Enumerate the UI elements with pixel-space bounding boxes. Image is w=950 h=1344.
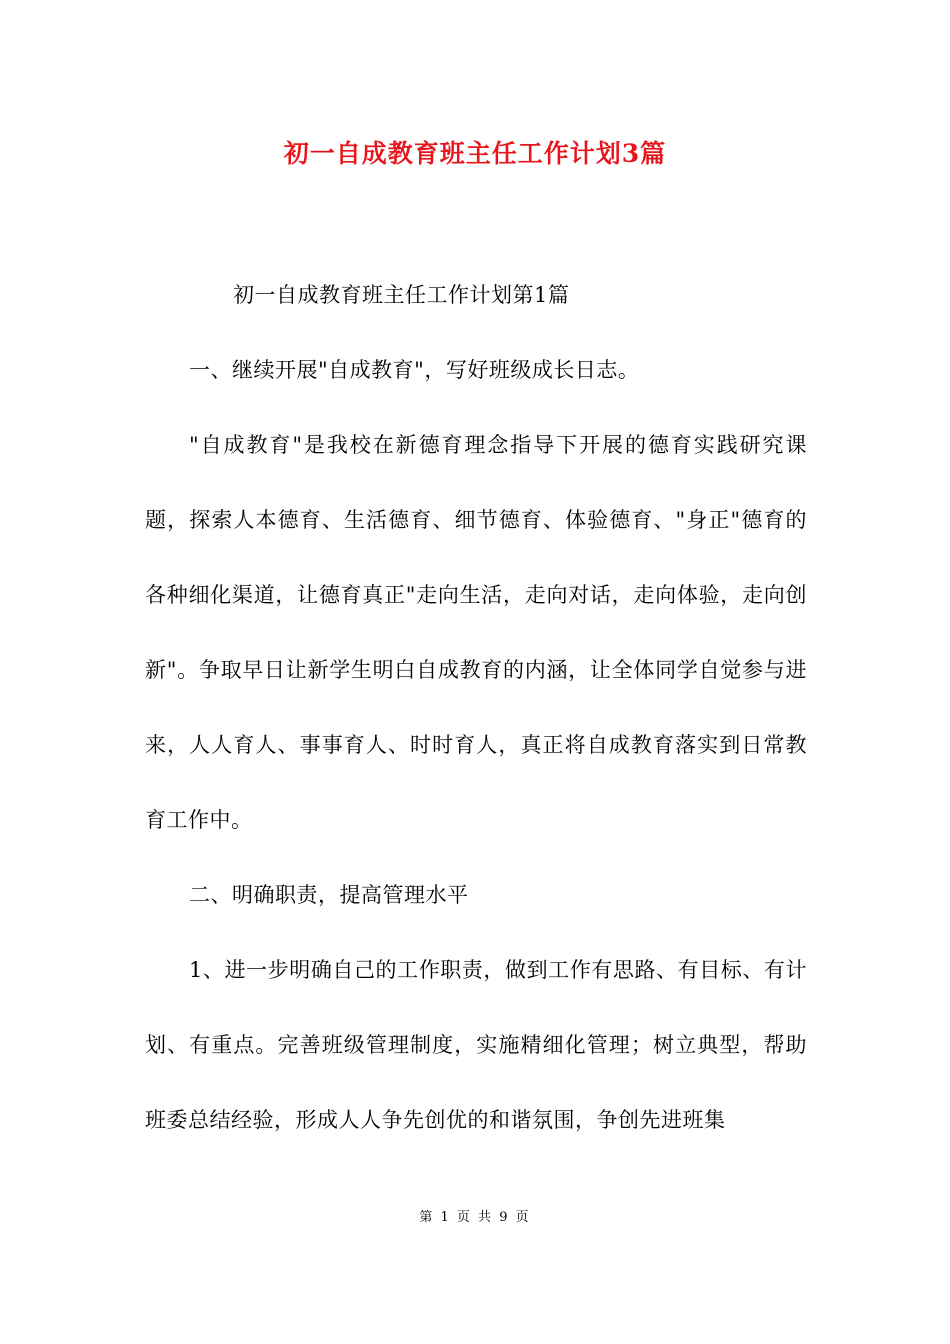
paragraph-4: 1、进一步明确自己的工作职责，做到工作有思路、有目标、有计划、有重点。完善班级管理制度，实施精细化管理；树立典型，帮助班委总结经验，形成人人争先创优的和谐氛围，争创先进班集: [145, 958, 807, 1132]
paragraph-3: 二、明确职责，提高管理水平: [189, 883, 469, 907]
document-body: [145, 258, 807, 1158]
paragraph-1: 一、继续开展"自成教育"，写好班级成长日志。: [189, 358, 640, 382]
paragraph-2: "自成教育"是我校在新德育理念指导下开展的德育实践研究课题，探索人本德育、生活德育、细节德育、体验德育、"身正"德育的各种细化渠道，让德育真正"走向生活，走向对话，走向体验，走向创新"。争取早日让新学生明白自成教育的内涵，让全体同学自觉参与进来，人人育人、事事育人、时时育人，真正将自成教育落实到日常教育工作中。: [145, 433, 807, 832]
section-title: 初一自成教育班主任工作计划第1篇: [233, 283, 570, 307]
page-number-footer: 第 1 页 共 9 页: [419, 1210, 531, 1225]
document-title: 初一自成教育班主任工作计划3篇: [283, 139, 667, 168]
